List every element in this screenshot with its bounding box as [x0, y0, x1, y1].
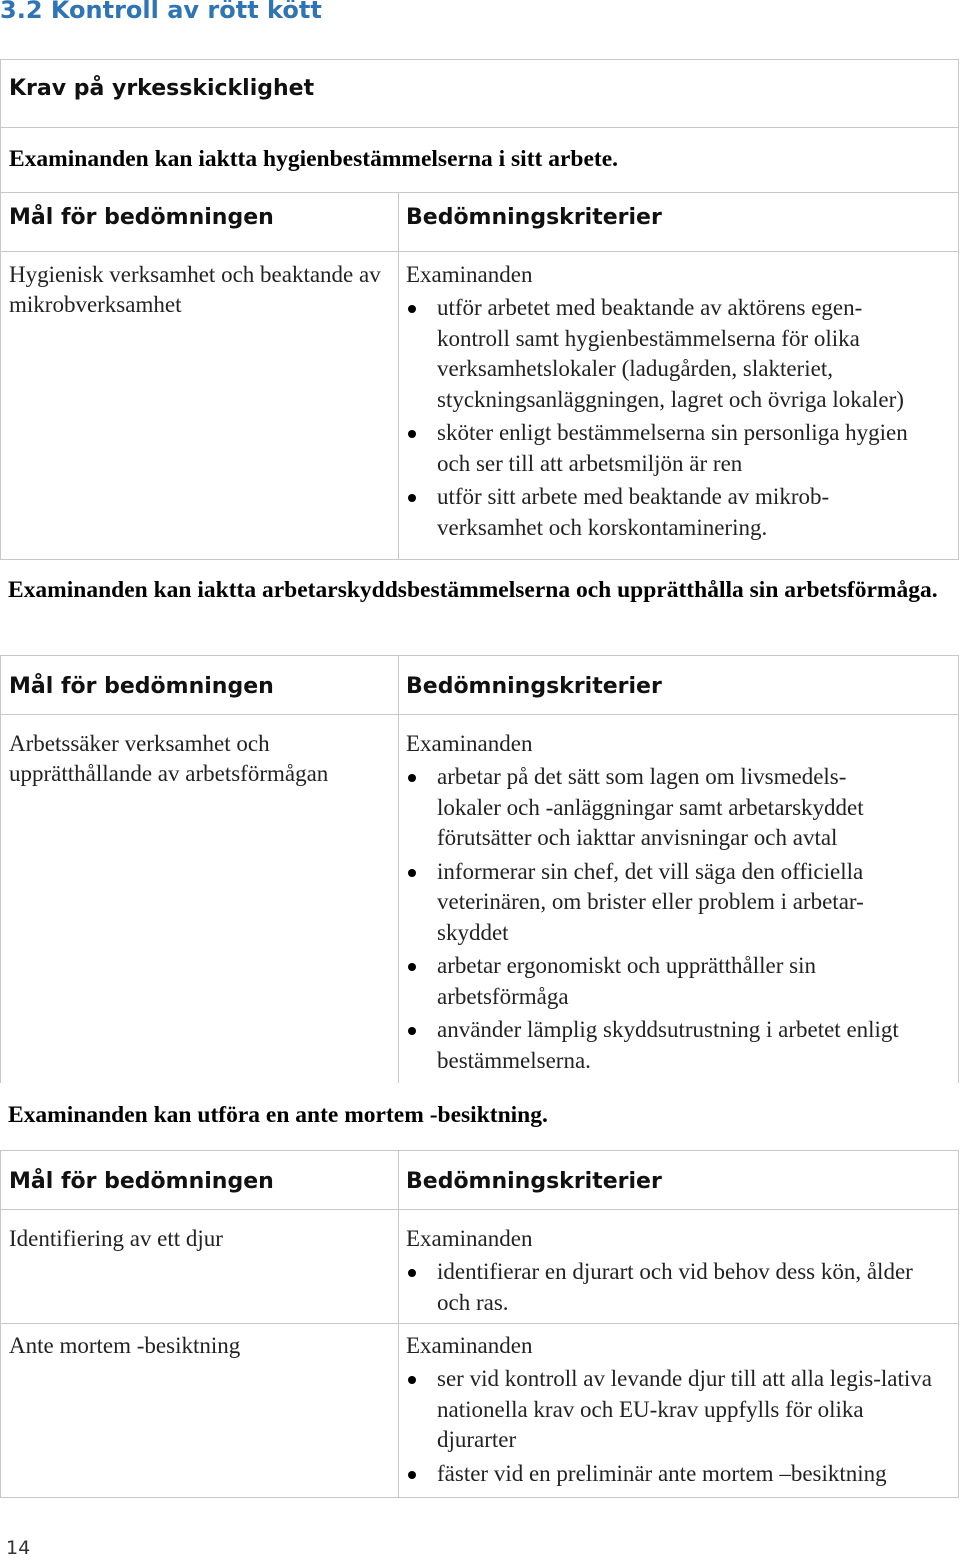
column-header-goal: Mål för bedömningen — [9, 1169, 274, 1194]
criteria-list — [406, 1364, 936, 1489]
requirement-heading: Krav på yrkesskicklighet — [9, 76, 315, 101]
criteria-cell — [398, 1331, 960, 1492]
list-item: ser vid kontroll av levande djur till att alla legis-lativa nationella krav och EU-krav uppfylls för olika djurarter — [406, 1364, 936, 1456]
column-header-criteria: Bedömningskriterier — [406, 1169, 662, 1194]
criteria-list — [406, 1257, 926, 1318]
criteria-cell — [398, 729, 960, 1079]
requirements-table-3 — [0, 1150, 959, 1498]
criteria-cell — [398, 1224, 960, 1321]
criteria-subject: Examinanden — [406, 731, 533, 756]
criteria-subject: Examinanden — [406, 1333, 533, 1358]
list-item: utför sitt arbete med beaktande av mikrob-verksamhet och korskontaminering. — [406, 482, 926, 543]
section-title: 3.2 Kontroll av rött kött — [0, 0, 322, 24]
criteria-cell — [398, 260, 960, 546]
table-row — [1, 1324, 958, 1498]
list-item: fäster vid en preliminär ante mortem –besiktning — [406, 1459, 936, 1490]
column-header-criteria: Bedömningskriterier — [406, 674, 662, 699]
criteria-list — [406, 762, 906, 1076]
goal-text: Identifiering av ett djur — [9, 1226, 223, 1251]
block-title-row — [1, 128, 958, 193]
column-header-criteria: Bedömningskriterier — [406, 205, 662, 230]
list-item: använder lämplig skyddsutrustning i arbetet enligt bestämmelserna. — [406, 1015, 906, 1076]
list-item: informerar sin chef, det vill säga den officiella veterinären, om brister eller problem i arbetar-skyddet — [406, 857, 906, 949]
criteria-subject: Examinanden — [406, 1226, 533, 1251]
criteria-list — [406, 293, 926, 543]
list-item: identifierar en djurart och vid behov dess kön, ålder och ras. — [406, 1257, 926, 1318]
column-header-row — [1, 1151, 958, 1210]
column-header-row — [1, 656, 958, 715]
list-item: utför arbetet med beaktande av aktörens egen-kontroll samt hygienbestämmelserna för olika verksamhetslokaler (ladugården, slakteriet, styckningsanläggningen, lagret och övriga lokaler) — [406, 293, 926, 415]
list-item: sköter enligt bestämmelserna sin personliga hygien och ser till att arbetsmiljön är ren — [406, 418, 926, 479]
requirements-table-2 — [0, 655, 959, 1083]
goal-text: Arbetssäker verksamhet och upprätthållande av arbetsförmågan — [9, 731, 329, 786]
goal-text: Hygienisk verksamhet och beaktande av mikrobverksamhet — [9, 262, 381, 317]
block-title: Examinanden kan utföra en ante mortem -besiktning. — [8, 1102, 548, 1128]
requirements-table-1 — [0, 59, 959, 560]
page-number: 14 — [6, 1537, 31, 1559]
table-row — [1, 252, 958, 560]
goal-text: Ante mortem -besiktning — [9, 1333, 241, 1358]
block-title: Examinanden kan iaktta arbetarskyddsbestämmelserna och upprätthålla sin arbetsförmåga. — [8, 577, 938, 603]
criteria-subject: Examinanden — [406, 262, 533, 287]
column-header-goal: Mål för bedömningen — [9, 674, 274, 699]
requirement-heading-row — [1, 60, 958, 128]
column-header-row — [1, 193, 958, 252]
list-item: arbetar på det sätt som lagen om livsmedels-lokaler och -anläggningar samt arbetarskyddet förutsätter och iakttar anvisningar och avtal — [406, 762, 906, 854]
block-title: Examinanden kan iaktta hygienbestämmelserna i sitt arbete. — [9, 146, 619, 172]
table-row — [1, 715, 958, 1083]
column-header-goal: Mål för bedömningen — [9, 205, 274, 230]
list-item: arbetar ergonomiskt och upprätthåller sin arbetsförmåga — [406, 951, 906, 1012]
table-row — [1, 1210, 958, 1324]
